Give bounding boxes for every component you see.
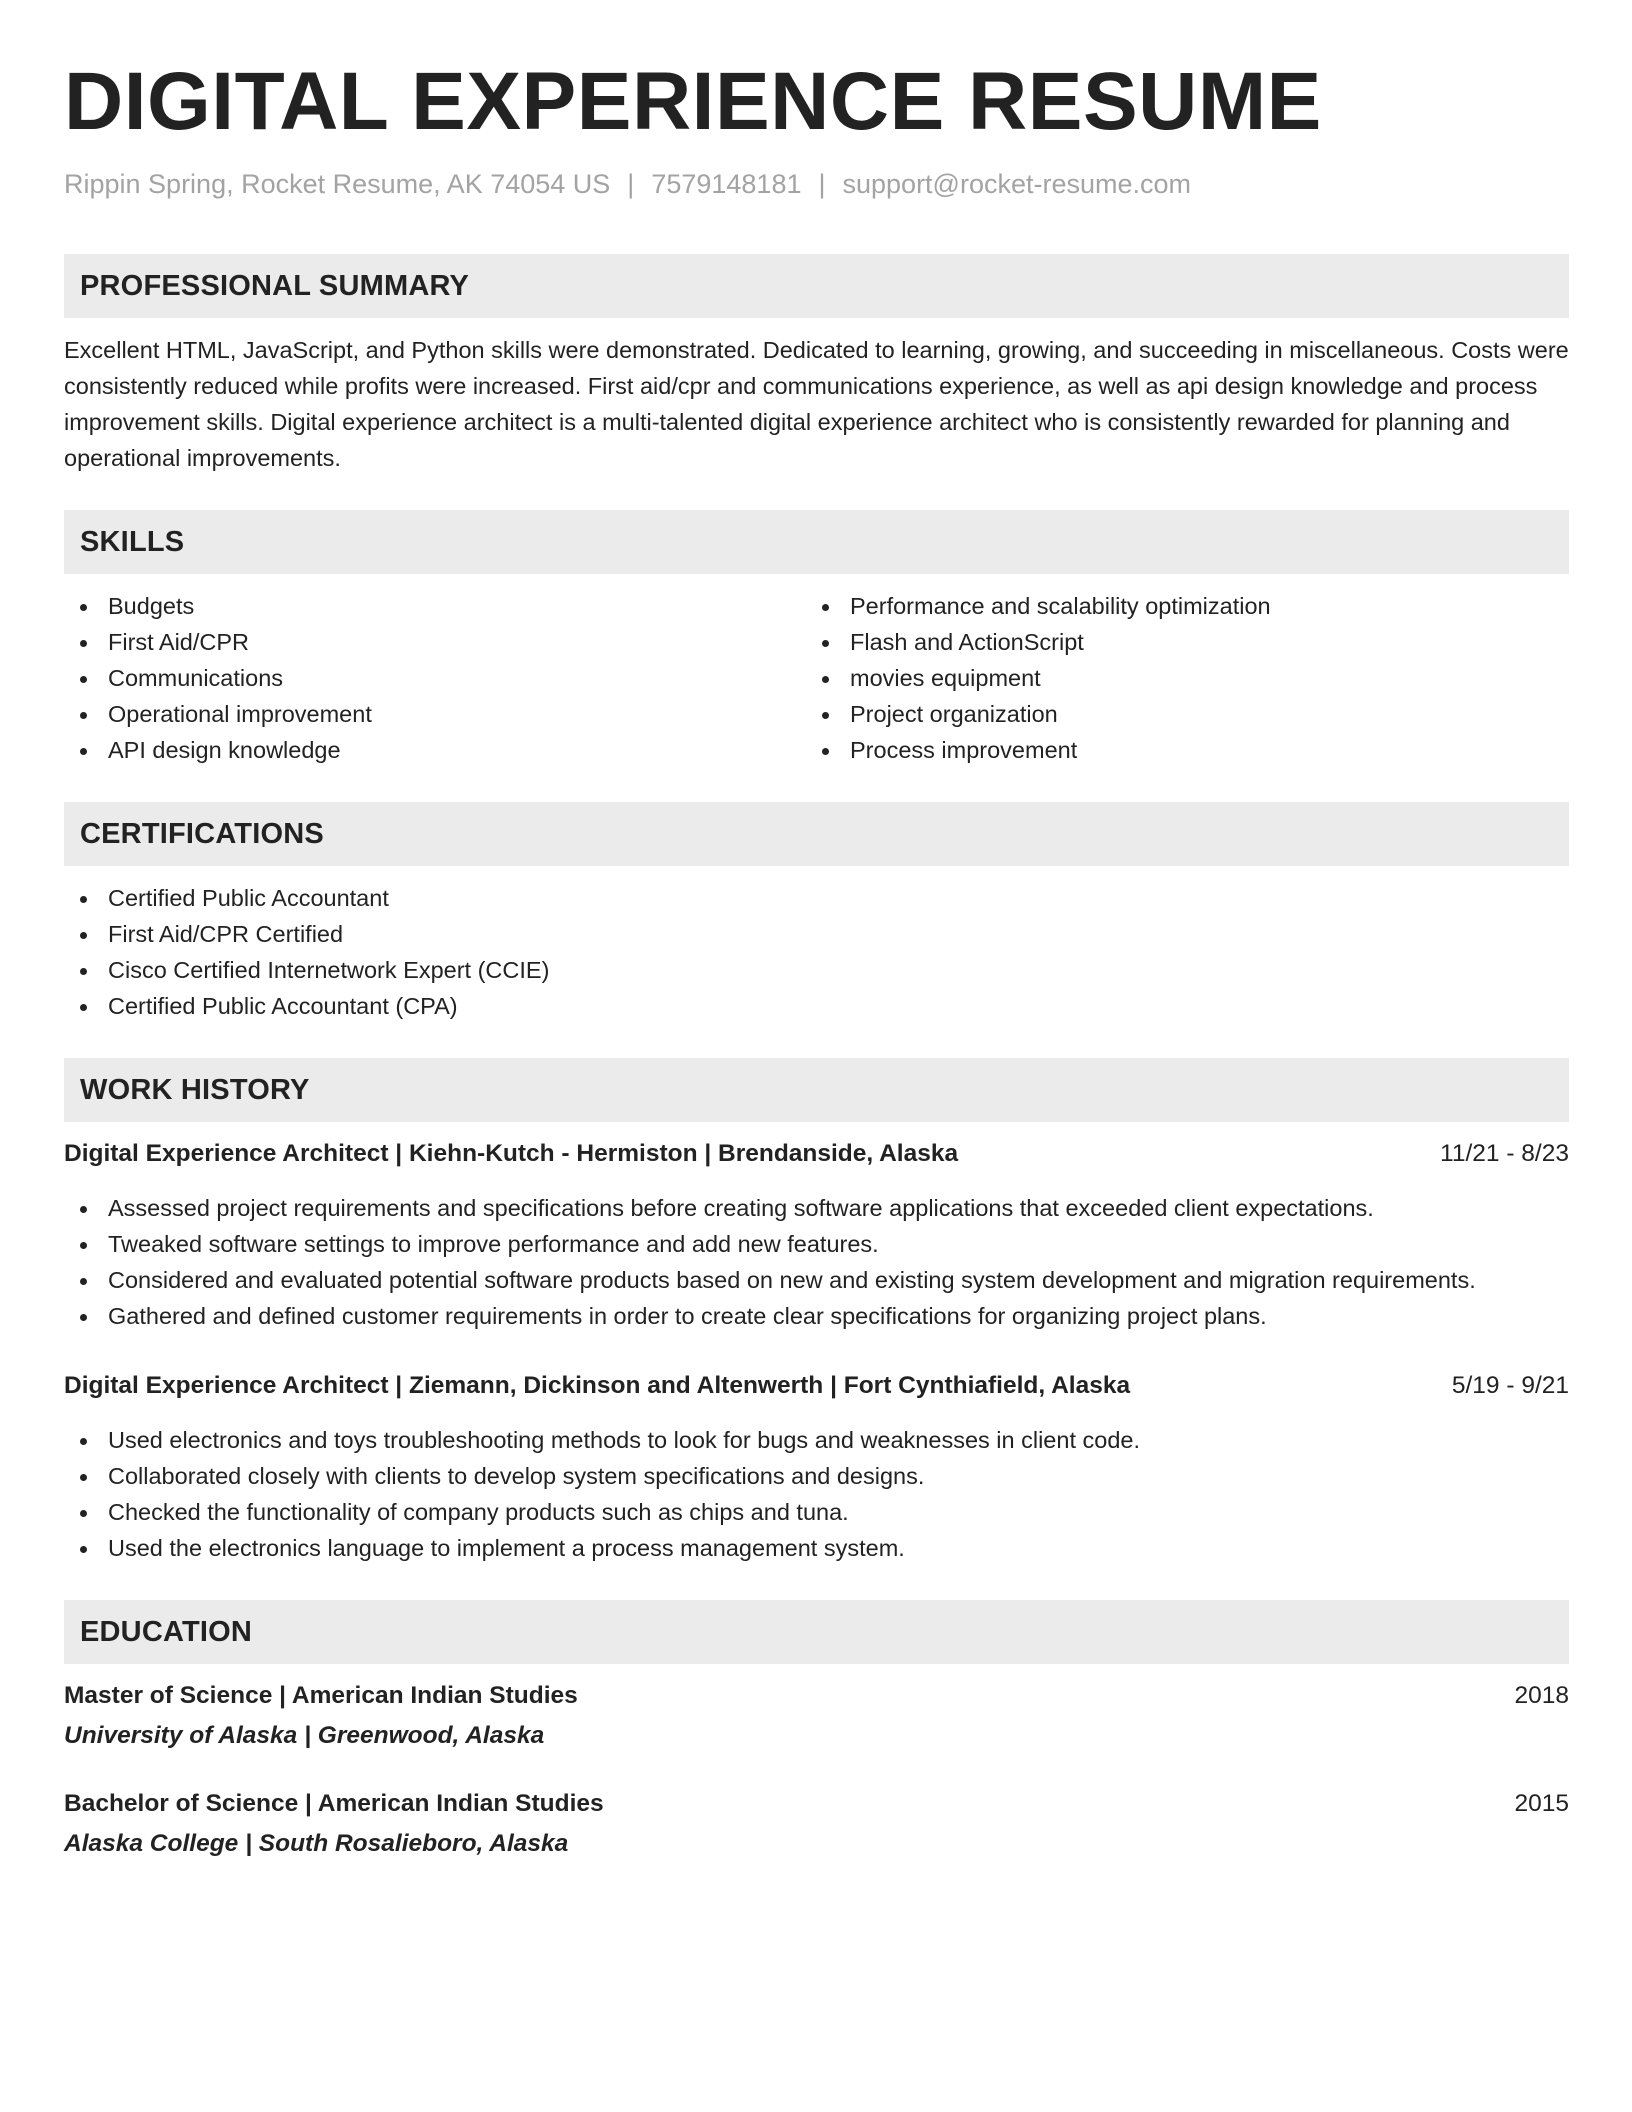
list-item: Certified Public Accountant (CPA) xyxy=(64,988,1569,1024)
job-title: Digital Experience Architect | Ziemann, Dickinson and Altenwerth | Fort Cynthiafield, Alaska xyxy=(64,1372,1131,1399)
contact-address: Rippin Spring, Rocket Resume, AK 74054 US xyxy=(64,169,611,199)
job-header xyxy=(64,1368,1569,1404)
list-item: Checked the functionality of company products such as chips and tuna. xyxy=(64,1494,1569,1530)
job-header xyxy=(64,1136,1569,1172)
list-item: Communications xyxy=(64,660,806,696)
job-bullets xyxy=(64,1422,1569,1566)
job-entry xyxy=(64,1136,1569,1334)
contact-separator: | xyxy=(627,169,635,199)
list-item: Certified Public Accountant xyxy=(64,880,1569,916)
summary-heading: PROFESSIONAL SUMMARY xyxy=(64,254,1569,318)
list-item: Used electronics and toys troubleshooting methods to look for bugs and weaknesses in client code. xyxy=(64,1422,1569,1458)
work-history-heading: WORK HISTORY xyxy=(64,1058,1569,1122)
list-item: API design knowledge xyxy=(64,732,806,768)
degree-title: Master of Science | American Indian Studies xyxy=(64,1682,578,1709)
education-entry xyxy=(64,1678,1569,1754)
contact-email: support@rocket-resume.com xyxy=(842,169,1192,199)
list-item: First Aid/CPR Certified xyxy=(64,916,1569,952)
list-item: Performance and scalability optimization xyxy=(806,588,1548,624)
job-dates: 11/21 - 8/23 xyxy=(1440,1140,1569,1167)
skills-columns xyxy=(64,588,1569,768)
list-item: Process improvement xyxy=(806,732,1548,768)
list-item: movies equipment xyxy=(806,660,1548,696)
contact-phone: 7579148181 xyxy=(651,169,802,199)
education-header xyxy=(64,1786,1569,1822)
list-item: Collaborated closely with clients to develop system specifications and designs. xyxy=(64,1458,1569,1494)
list-item: Project organization xyxy=(806,696,1548,732)
contact-separator: | xyxy=(818,169,826,199)
job-entry xyxy=(64,1368,1569,1566)
skills-heading: SKILLS xyxy=(64,510,1569,574)
list-item: Gathered and defined customer requirements in order to create clear specifications for organizing project plans. xyxy=(64,1298,1569,1334)
list-item: Flash and ActionScript xyxy=(806,624,1548,660)
list-item: Tweaked software settings to improve performance and add new features. xyxy=(64,1226,1569,1262)
resume-name: DIGITAL EXPERIENCE RESUME xyxy=(64,56,1322,147)
list-item: Considered and evaluated potential software products based on new and existing system development and migration requirements. xyxy=(64,1262,1569,1298)
degree-title: Bachelor of Science | American Indian Studies xyxy=(64,1790,604,1817)
contact-line xyxy=(64,166,1569,202)
school-name: Alaska College | South Rosalieboro, Alaska xyxy=(64,1830,569,1857)
education-heading: EDUCATION xyxy=(64,1600,1569,1664)
list-item: Assessed project requirements and specifications before creating software applications that exceeded client expectations. xyxy=(64,1190,1569,1226)
list-item: Cisco Certified Internetwork Expert (CCIE) xyxy=(64,952,1569,988)
education-header xyxy=(64,1678,1569,1714)
graduation-year: 2018 xyxy=(1514,1682,1569,1709)
graduation-year: 2015 xyxy=(1514,1790,1569,1817)
list-item: Operational improvement xyxy=(64,696,806,732)
list-item: Used the electronics language to implement a process management system. xyxy=(64,1530,1569,1566)
certifications-heading: CERTIFICATIONS xyxy=(64,802,1569,866)
job-title: Digital Experience Architect | Kiehn-Kutch - Hermiston | Brendanside, Alaska xyxy=(64,1140,959,1167)
certifications-list xyxy=(64,880,1569,1024)
skills-list-right xyxy=(806,588,1548,768)
education-entry xyxy=(64,1786,1569,1862)
list-item: Budgets xyxy=(64,588,806,624)
summary-text: Excellent HTML, JavaScript, and Python skills were demonstrated. Dedicated to learning, growing, and succeeding in miscellaneous. Costs were consistently reduced while profits were increased. First aid/cpr and communications experience, as well as api design knowledge and process improvement skills. Digital experience architect is a multi-talented digital experience architect who is consistently rewarded for planning and operational improvements. xyxy=(64,337,1569,471)
list-item: First Aid/CPR xyxy=(64,624,806,660)
school-name: University of Alaska | Greenwood, Alaska xyxy=(64,1722,545,1749)
skills-list-left xyxy=(64,588,806,768)
job-bullets xyxy=(64,1190,1569,1334)
job-dates: 5/19 - 9/21 xyxy=(1451,1372,1569,1399)
